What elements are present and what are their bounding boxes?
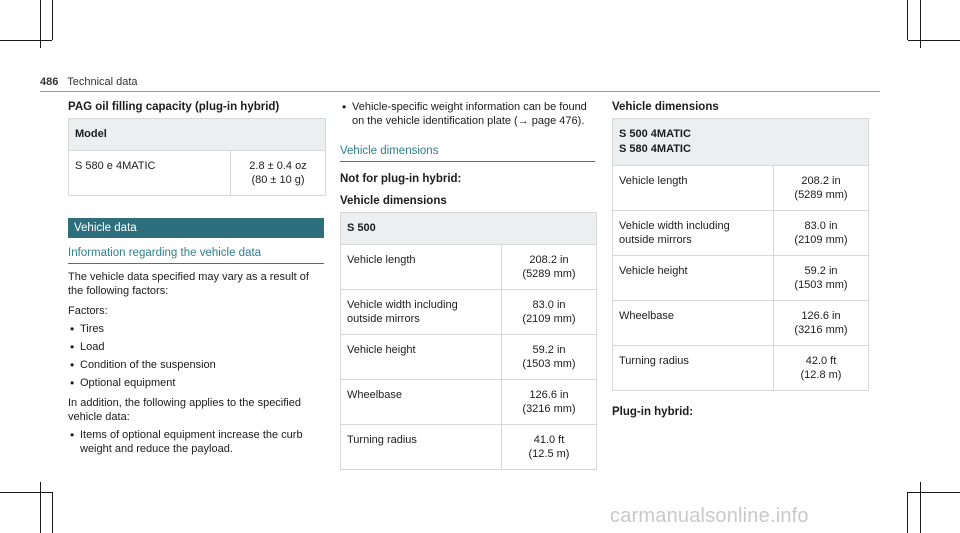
row-value: 59.2 in (1503 mm) (522, 344, 576, 370)
row-value: 126.6 in (3216 mm) (522, 389, 576, 415)
list-item: • Load (68, 340, 324, 354)
table-head: S 500 4MATIC S 580 4MATIC (613, 119, 868, 165)
page-number: 486 (40, 76, 59, 88)
intro-text: The vehicle data specified may vary as a result of the following factors: (68, 271, 309, 297)
table-row (69, 150, 325, 195)
column-1 (68, 100, 324, 456)
table-row (341, 244, 596, 289)
dims-table-s500 (340, 212, 597, 470)
row-value: 83.0 in (2109 mm) (794, 220, 848, 246)
subhead-vehicle-dimensions: Vehicle dimensions (340, 144, 595, 162)
section-bar-vehicle-data: Vehicle data (68, 218, 324, 238)
row-label: Vehicle length (613, 166, 774, 210)
row-label: Vehicle length (341, 245, 502, 289)
page-section-title: Technical data (67, 76, 138, 88)
row-label: Vehicle width including outside mirrors (613, 211, 774, 255)
page-header (40, 76, 138, 88)
row-value: 59.2 in (1503 mm) (794, 265, 848, 291)
dims-heading: Vehicle dimensions (612, 101, 719, 113)
not-plugin-heading: Not for plug-in hybrid: (340, 173, 462, 185)
list-item[interactable]: • Vehicle-specific weight information can be found on the vehicle identification plate (→ page 476). (340, 100, 595, 128)
row-value: 41.0 ft (12.5 m) (528, 434, 570, 460)
table-row (341, 334, 596, 379)
row-value: 208.2 in (5289 mm) (522, 254, 576, 280)
table-row (341, 289, 596, 334)
addition-text: In addition, the following applies to the specified vehicle data: (68, 397, 301, 423)
pag-table (68, 118, 326, 196)
list-item: • Tires (68, 322, 324, 336)
plugin-heading: Plug-in hybrid: (612, 406, 694, 418)
table-row (613, 165, 868, 210)
row-label: Vehicle height (613, 256, 774, 300)
header-rule (40, 91, 880, 92)
row-value: 126.6 in (3216 mm) (794, 310, 848, 336)
row-value: 2.8 ± 0.4 oz (80 ± 10 g) (249, 160, 307, 186)
list-item: • Condition of the suspension (68, 358, 324, 372)
table-row (613, 210, 868, 255)
row-label: Vehicle width including outside mirrors (341, 290, 502, 334)
row-value: 208.2 in (5289 mm) (794, 175, 848, 201)
row-label: Vehicle height (341, 335, 502, 379)
table-row (613, 300, 868, 345)
watermark: carmanualsonline.info (610, 505, 809, 527)
row-label: S 580 e 4MATIC (69, 151, 231, 195)
dims-heading: Vehicle dimensions (340, 195, 447, 207)
table-head: Model (69, 119, 325, 150)
subhead-info-vehicle-data: Information regarding the vehicle data (68, 246, 324, 264)
list-item: • Optional equipment (68, 376, 324, 390)
row-label: Turning radius (613, 346, 774, 390)
dims-table-4matic (612, 118, 869, 391)
column-2 (340, 100, 595, 470)
addition-list (68, 428, 324, 456)
table-head: S 500 (341, 213, 596, 244)
column-3 (612, 100, 867, 423)
list-item: • Items of optional equipment increase the curb weight and reduce the payload. (68, 428, 324, 456)
factors-list (68, 322, 324, 390)
row-label: Wheelbase (341, 380, 502, 424)
row-value: 42.0 ft (12.8 m) (800, 355, 842, 381)
factors-label: Factors: (68, 305, 108, 317)
table-row (341, 379, 596, 424)
pag-heading: PAG oil filling capacity (plug-in hybrid) (68, 101, 280, 113)
weight-list (340, 100, 595, 128)
table-row (613, 345, 868, 390)
table-row (613, 255, 868, 300)
row-value: 83.0 in (2109 mm) (522, 299, 576, 325)
table-row (341, 424, 596, 469)
row-label: Turning radius (341, 425, 502, 469)
row-label: Wheelbase (613, 301, 774, 345)
